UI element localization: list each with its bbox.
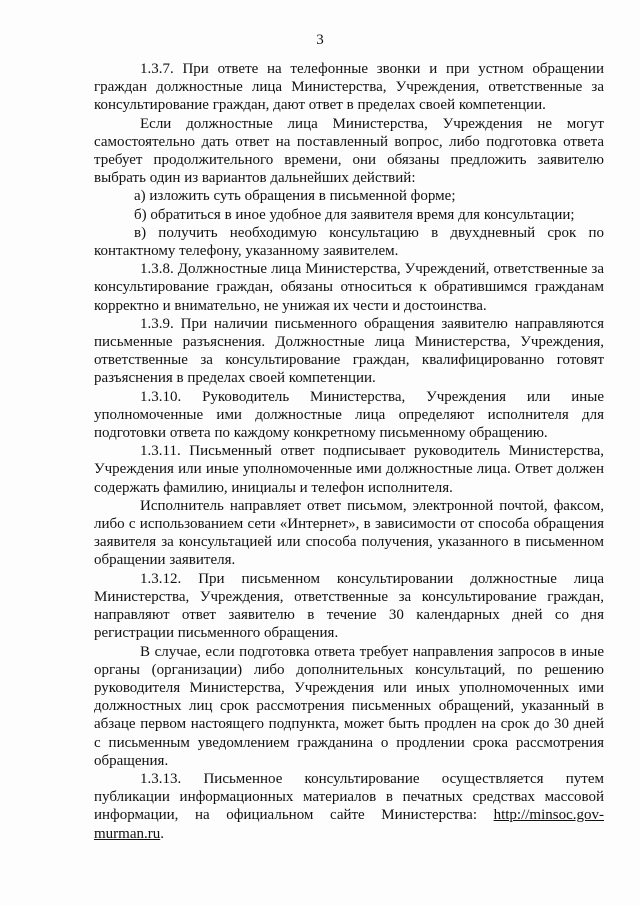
paragraph-1-3-8: 1.3.8. Должностные лица Министерства, Учреждений, ответственные за консультирование граждан, обязаны относиться к обратившимся гражданам корректно и внимательно, не унижая их чести и достоинства. (94, 261, 604, 314)
paragraph-1-3-12: 1.3.12. При письменном консультировании должностные лица Министерства, Учреждения, ответственные за консультирование граждан, направляют ответ заявителю в течение 30 календарных дней со дня регистрации письменного обращения. (94, 570, 604, 642)
list-item-v: в) получить необходимую консультацию в двухдневный срок по контактному телефону, указанному заявителем. (94, 224, 604, 260)
page-number: 3 (316, 32, 324, 48)
paragraph-1-3-13-text: 1.3.13. Письменное консультирование осуществляется путем публикации информационных материалов в печатных средствах массовой информации, на официальном сайте Министерства: (94, 770, 604, 824)
paragraph-1-3-9: 1.3.9. При наличии письменного обращения заявителю направляются письменные разъяснения. Должностные лица Министерства, Учреждения, ответственные за консультирование граждан, квалифицированно готовят разъяснения в пределах своей компетенции. (94, 315, 604, 387)
paragraph-1-3-13 (94, 770, 604, 843)
ministry-website-link[interactable]: http://minsoc.gov-murman.ru (94, 807, 604, 842)
document-body (94, 60, 604, 843)
paragraph-executor: Исполнитель направляет ответ письмом, электронной почтой, факсом, либо с использованием сети «Интернет», в зависимости от способа обращения заявителя за консультацией или способа получения, указанного в письменном обращении заявителя. (94, 497, 604, 569)
paragraph-1-3-11: 1.3.11. Письменный ответ подписывает руководитель Министерства, Учреждения или иные уполномоченные ими должностные лица. Ответ должен содержать фамилию, инициалы и телефон исполнителя. (94, 443, 604, 496)
paragraph-1-3-7: 1.3.7. При ответе на телефонные звонки и при устном обращении граждан должностные лица Министерства, Учреждения, ответственные за консультирование граждан, дают ответ в пределах своей компетенции. (94, 61, 604, 114)
paragraph-1-3-13-suffix: . (160, 825, 164, 842)
list-item-a: а) изложить суть обращения в письменной форме; (134, 188, 456, 205)
paragraph-1-3-10: 1.3.10. Руководитель Министерства, Учреждения или иные уполномоченные ими должностные лица определяют исполнителя для подготовки ответа по каждому конкретному письменному обращению. (94, 388, 604, 442)
paragraph-extension: В случае, если подготовка ответа требует направления запросов в иные органы (организации) либо дополнительных консультаций, по решению руководителя Министерства, Учреждения или иных уполномоченных ими должностных лиц срок рассмотрения письменных обращений, указанный в абзаце первом настоящего подпункта, может быть продлен на срок до 30 дней с письменным уведомлением гражданина о продлении срока рассмотрения обращения. (94, 643, 604, 769)
paragraph-no-answer: Если должностные лица Министерства, Учреждения не могут самостоятельно дать ответ на поставленный вопрос, либо подготовка ответа требует продолжительного времени, они обязаны предложить заявителю выбрать один из вариантов дальнейших действий: (94, 115, 604, 187)
list-item-b: б) обратиться в иное удобное для заявителя время для консультации; (134, 206, 575, 223)
